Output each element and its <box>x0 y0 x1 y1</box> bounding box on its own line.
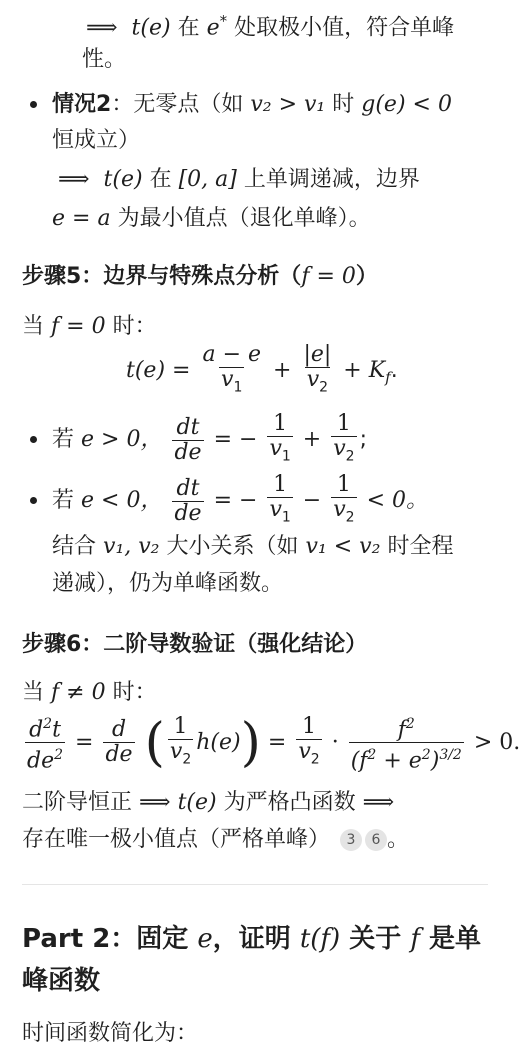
case2-line2: 恒成立） <box>52 128 141 153</box>
step6-heading: 步骤6：二阶导数验证（强化结论） <box>22 632 368 657</box>
step6-condition: 当 f ≠ 0 时： <box>22 680 157 705</box>
step5-bullet2: 若 e < 0， $\frac{dt}{de}$ = − $\frac{1}{v_1}$ − $\frac{1}{v_2}$ < 0。 <box>52 473 428 529</box>
step5-combine-line2: 递减），仍为单峰函数。 <box>52 571 284 596</box>
case2-line3: ⟹ t(e) 在 [0, a] 上单调递减，边界 <box>58 167 420 192</box>
divider <box>22 884 488 885</box>
step5-condition: 当 f = 0 时： <box>22 314 157 339</box>
part2-heading-line1: Part 2：固定 e，证明 t(f) 关于 f 是单 <box>22 924 482 954</box>
case2-line4: e = a 为最小值点（退化单峰）。 <box>52 206 371 231</box>
step6-conclusion-line1: 二阶导恒正 ⟹ t(e) 为严格凸函数 ⟹ <box>22 790 395 815</box>
citation-badge[interactable]: 3 <box>340 829 362 851</box>
citation-badge[interactable]: 6 <box>365 829 387 851</box>
step5-equation: t(e) = $\frac{a - e}{v_1}$ + $\frac{|e|}{v_2}$ + $K_f$. <box>126 343 398 399</box>
bullet <box>30 436 37 443</box>
part2-intro: 时间函数简化为： <box>22 1021 199 1046</box>
step6-conclusion-line2: 存在唯一极小值点（严格单峰） 3 6 。 <box>22 827 410 852</box>
case1-conclusion-line2: 性。 <box>82 47 127 72</box>
bullet <box>30 497 37 504</box>
part2-heading-line2: 峰函数 <box>22 966 101 996</box>
case2-line1: 情况2：无零点（如 v₂ > v₁ 时 g(e) < 0 <box>52 92 452 117</box>
step6-equation: $\frac{d^2t}{de^2}$ = $\frac{d}{de}$ ( $\frac{1}{v_2}$ h(e)) = $\frac{1}{v_2}$ · $\frac{f^2}{(f^2 + e^2)^{3/2}}$ > 0. <box>27 712 520 774</box>
case1-conclusion-line1: ⟹ t(e) 在 e* 处取极小值，符合单峰 <box>86 12 455 41</box>
step5-heading: 步骤5：边界与特殊点分析（f = 0） <box>22 264 378 289</box>
bullet <box>30 101 37 108</box>
step5-combine-line1: 结合 v₁, v₂ 大小关系（如 v₁ < v₂ 时全程 <box>52 534 454 559</box>
step5-bullet1: 若 e > 0， $\frac{dt}{de}$ = − $\frac{1}{v_1}$ + $\frac{1}{v_2}$ ; <box>52 412 367 468</box>
